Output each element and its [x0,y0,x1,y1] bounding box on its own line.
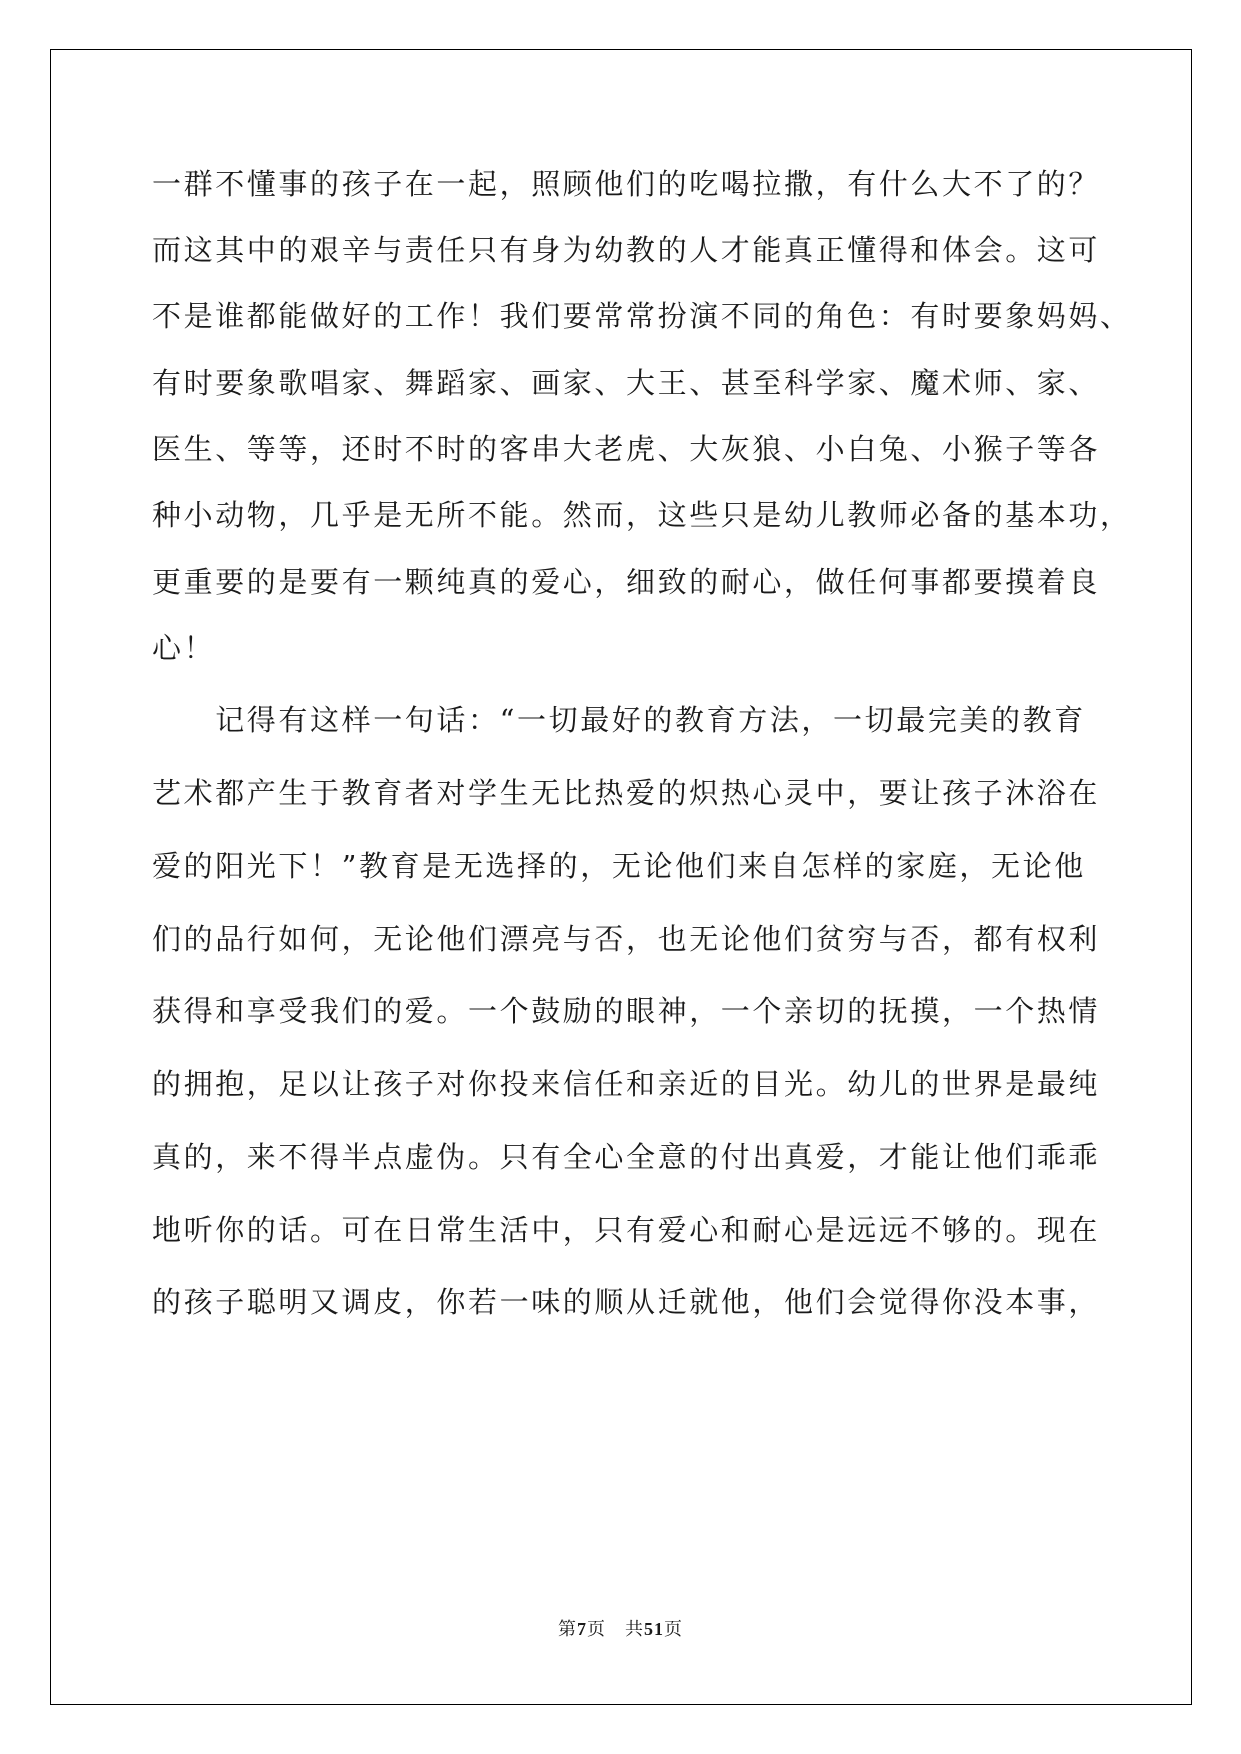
text-line: 爱的阳光下！”教育是无选择的，无论他们来自怎样的家庭，无论他 [152,849,1086,883]
text-line: 不是谁都能做好的工作！我们要常常扮演不同的角色：有时要象妈妈、 [152,299,1132,333]
text-line: 的拥抱，足以让孩子对你投来信任和亲近的目光。幼儿的世界是最纯 [152,1067,1101,1101]
text-line: 一群不懂事的孩子在一起，照顾他们的吃喝拉撒，有什么大不了的？ [152,167,1101,201]
text-line: 艺术都产生于教育者对学生无比热爱的炽热心灵中，要让孩子沐浴在 [152,776,1101,810]
text-line: 种小动物，几乎是无所不能。然而，这些只是幼儿教师必备的基本功， [152,498,1132,532]
text-line: 地听你的话。可在日常生活中，只有爱心和耐心是远远不够的。现在 [152,1213,1101,1247]
page-prefix: 第 [558,1619,577,1640]
text-line: 有时要象歌唱家、舞蹈家、画家、大王、甚至科学家、魔术师、家、 [152,366,1101,400]
current-page-number: 7 [577,1619,587,1639]
text-line: 获得和享受我们的爱。一个鼓励的眼神，一个亲切的抚摸，一个热情 [152,994,1101,1028]
text-line: 的孩子聪明又调皮，你若一味的顺从迁就他，他们会觉得你没本事， [152,1285,1101,1319]
text-line: 们的品行如何，无论他们漂亮与否，也无论他们贫穷与否，都有权利 [152,922,1101,956]
total-page-count: 51 [644,1619,664,1639]
text-line: 真的，来不得半点虚伪。只有全心全意的付出真爱，才能让他们乖乖 [152,1140,1101,1174]
text-line: 医生、等等，还时不时的客串大老虎、大灰狼、小白兔、小猴子等各 [152,432,1101,466]
text-line: 而这其中的艰辛与责任只有身为幼教的人才能真正懂得和体会。这可 [152,233,1101,267]
page-mid: 页 共 [587,1619,644,1640]
text-line: 更重要的是要有一颗纯真的爱心，细致的耐心，做任何事都要摸着良 [152,565,1101,599]
page-suffix: 页 [664,1619,683,1640]
page-number-footer [0,1617,1241,1642]
text-line: 记得有这样一句话：“一切最好的教育方法，一切最完美的教育 [152,703,1086,737]
text-line: 心！ [152,631,216,665]
